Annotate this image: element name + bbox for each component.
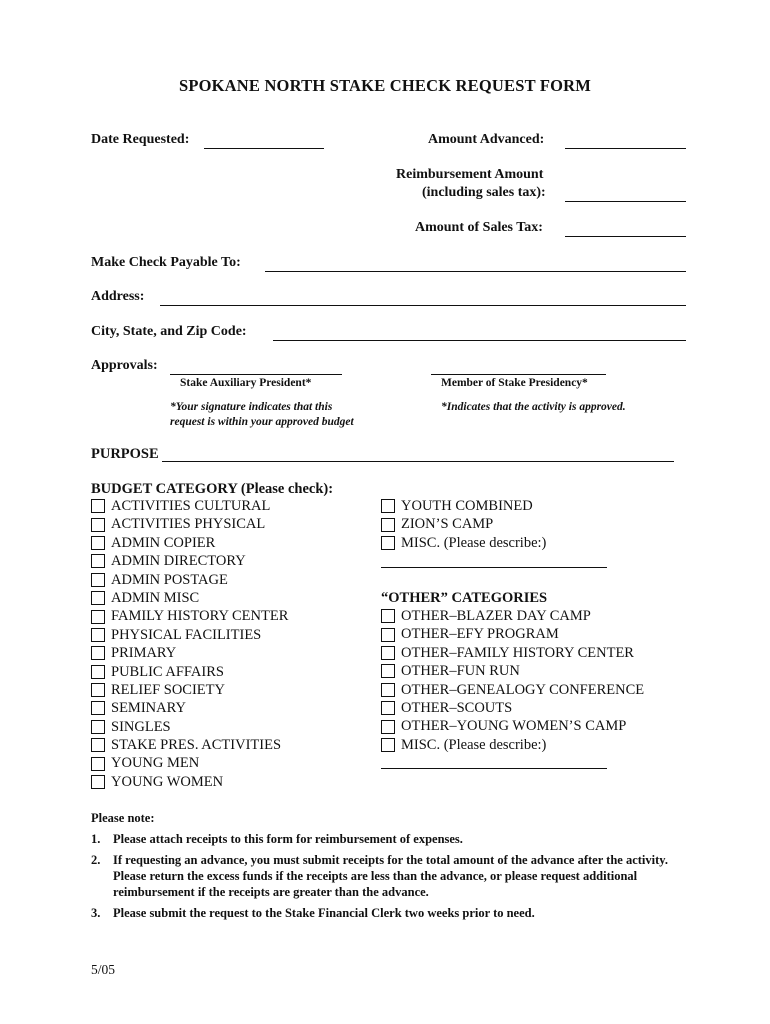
- other-item-label: OTHER–BLAZER DAY CAMP: [401, 608, 591, 624]
- budget-item-admin-copier[interactable]: [91, 534, 288, 552]
- checkbox[interactable]: [381, 664, 395, 678]
- checkbox[interactable]: [381, 609, 395, 623]
- budget-item-primary[interactable]: [91, 644, 288, 662]
- checkbox[interactable]: [91, 554, 105, 568]
- city-state-zip-label: City, State, and Zip Code:: [91, 324, 247, 339]
- budget-item-label: MISC. (Please describe:): [401, 534, 547, 551]
- reimbursement-label-line2: (including sales tax):: [422, 185, 546, 200]
- budget-item-label: ADMIN POSTAGE: [111, 571, 228, 588]
- budget-item-seminary[interactable]: [91, 699, 288, 717]
- budget-item-label: ACTIVITIES PHYSICAL: [111, 516, 266, 533]
- purpose-label: PURPOSE: [91, 446, 159, 462]
- other-item-label: OTHER–FAMILY HISTORY CENTER: [401, 644, 634, 661]
- amount-advanced-label: Amount Advanced:: [428, 132, 545, 147]
- checkbox[interactable]: [91, 573, 105, 587]
- budget-item-young-women[interactable]: [91, 773, 288, 791]
- other-categories-list: [381, 607, 644, 754]
- note-item: [91, 905, 681, 921]
- other-item-label: OTHER–FUN RUN: [401, 663, 520, 680]
- checkbox[interactable]: [91, 665, 105, 679]
- other-item-label: OTHER–YOUNG WOMEN’S CAMP: [401, 718, 627, 735]
- address-field[interactable]: [160, 305, 686, 306]
- form-version: 5/05: [91, 962, 116, 977]
- checkbox[interactable]: [91, 610, 105, 624]
- budget-item-admin-directory[interactable]: [91, 552, 288, 570]
- checkbox[interactable]: [91, 775, 105, 789]
- budget-item-label: YOUNG WOMEN: [111, 773, 224, 790]
- budget-item-misc[interactable]: [381, 534, 546, 552]
- checkbox[interactable]: [381, 720, 395, 734]
- note-number: 1.: [91, 832, 101, 846]
- approver2-signature-field[interactable]: [431, 374, 606, 375]
- budget-item-singles[interactable]: [91, 718, 288, 736]
- budget-item-label: PRIMARY: [111, 645, 177, 662]
- note-number: 3.: [91, 906, 101, 920]
- approver2-caption: Member of Stake Presidency*: [441, 377, 588, 389]
- other-item-blazer-day-camp[interactable]: [381, 607, 644, 625]
- checkbox[interactable]: [381, 628, 395, 642]
- other-item-label: OTHER–SCOUTS: [401, 699, 513, 716]
- other-item-genealogy-conference[interactable]: [381, 681, 644, 699]
- other-item-family-history-center[interactable]: [381, 644, 644, 662]
- approver1-caption: Stake Auxiliary President*: [180, 377, 312, 389]
- checkbox[interactable]: [91, 536, 105, 550]
- budget-right-list: [381, 497, 546, 552]
- note-text: If requesting an advance, you must submit receipts for the total amount of the advance after the activity. Please return the excess funds if the receipts are less than the advance, or please request additional reimbursement if the receipts are greater than the advance.: [113, 853, 668, 899]
- other-categories-heading: “OTHER” CATEGORIES: [381, 590, 548, 606]
- approver1-note-line2: request is within your approved budget: [170, 416, 354, 428]
- budget-item-label: RELIEF SOCIETY: [111, 681, 225, 698]
- budget-item-physical-facilities[interactable]: [91, 626, 288, 644]
- checkbox[interactable]: [91, 499, 105, 513]
- approvals-label: Approvals:: [91, 358, 158, 373]
- checkbox[interactable]: [91, 757, 105, 771]
- misc-describe-field[interactable]: [381, 567, 607, 568]
- checkbox[interactable]: [381, 683, 395, 697]
- budget-item-label: YOUTH COMBINED: [401, 498, 533, 514]
- approver1-signature-field[interactable]: [170, 374, 342, 375]
- budget-item-label: PUBLIC AFFAIRS: [111, 663, 224, 680]
- sales-tax-field[interactable]: [565, 236, 686, 237]
- other-item-young-womens-camp[interactable]: [381, 717, 644, 735]
- budget-item-label: ZION’S CAMP: [401, 516, 494, 533]
- budget-item-label: ADMIN COPIER: [111, 534, 216, 551]
- address-label: Address:: [91, 289, 145, 304]
- checkbox[interactable]: [91, 738, 105, 752]
- approver1-note-line1: *Your signature indicates that this: [170, 401, 333, 413]
- note-item: [91, 852, 681, 900]
- budget-item-label: SEMINARY: [111, 700, 186, 717]
- budget-item-label: ADMIN DIRECTORY: [111, 553, 246, 570]
- other-item-misc[interactable]: [381, 736, 644, 754]
- budget-item-public-affairs[interactable]: [91, 663, 288, 681]
- reimbursement-label-line1: Reimbursement Amount: [396, 167, 544, 182]
- budget-item-activities-cultural[interactable]: [91, 497, 288, 515]
- checkbox[interactable]: [91, 683, 105, 697]
- amount-advanced-field[interactable]: [565, 148, 686, 149]
- payable-to-label: Make Check Payable To:: [91, 255, 241, 270]
- date-requested-field[interactable]: [204, 148, 324, 149]
- note-text: Please attach receipts to this form for reimbursement of expenses.: [113, 832, 463, 846]
- payable-to-field[interactable]: [265, 271, 686, 272]
- approver1-note: [170, 400, 410, 430]
- budget-item-label: SINGLES: [111, 718, 171, 735]
- other-item-label: MISC. (Please describe:): [401, 736, 547, 753]
- checkbox[interactable]: [381, 646, 395, 660]
- budget-item-relief-society[interactable]: [91, 681, 288, 699]
- checkbox[interactable]: [91, 591, 105, 605]
- budget-item-label: FAMILY HISTORY CENTER: [111, 608, 289, 625]
- checkbox[interactable]: [91, 646, 105, 660]
- budget-item-family-history-center[interactable]: [91, 607, 288, 625]
- purpose-field[interactable]: [162, 461, 674, 462]
- budget-item-label: YOUNG MEN: [111, 755, 200, 772]
- checkbox[interactable]: [91, 518, 105, 532]
- budget-left-list: [91, 497, 288, 791]
- budget-category-heading: BUDGET CATEGORY (Please check):: [91, 481, 334, 497]
- budget-item-youth-combined[interactable]: [381, 497, 546, 515]
- budget-item-young-men[interactable]: [91, 754, 288, 772]
- checkbox[interactable]: [381, 499, 395, 513]
- checkbox[interactable]: [381, 536, 395, 550]
- notes-section: [91, 810, 681, 926]
- budget-item-label: STAKE PRES. ACTIVITIES: [111, 737, 282, 754]
- approver2-note: *Indicates that the activity is approved.: [441, 401, 626, 413]
- other-item-label: OTHER–EFY PROGRAM: [401, 626, 559, 643]
- reimbursement-amount-field[interactable]: [565, 201, 686, 202]
- budget-item-label: PHYSICAL FACILITIES: [111, 626, 262, 643]
- checkbox[interactable]: [91, 701, 105, 715]
- city-state-zip-field[interactable]: [273, 340, 686, 341]
- budget-item-activities-physical[interactable]: [91, 515, 288, 533]
- form-title: SPOKANE NORTH STAKE CHECK REQUEST FORM: [178, 76, 592, 95]
- note-text: Please submit the request to the Stake Financial Clerk two weeks prior to need.: [113, 906, 535, 920]
- checkbox[interactable]: [91, 720, 105, 734]
- checkbox[interactable]: [91, 628, 105, 642]
- budget-item-zions-camp[interactable]: [381, 515, 546, 533]
- budget-item-label: ADMIN MISC: [111, 589, 200, 606]
- checkbox[interactable]: [381, 701, 395, 715]
- sales-tax-label: Amount of Sales Tax:: [415, 220, 543, 235]
- other-item-efy-program[interactable]: [381, 625, 644, 643]
- note-number: 2.: [91, 853, 101, 867]
- budget-item-admin-postage[interactable]: [91, 571, 288, 589]
- other-item-label: OTHER–GENEALOGY CONFERENCE: [401, 681, 645, 698]
- date-requested-label: Date Requested:: [91, 132, 190, 147]
- checkbox[interactable]: [381, 738, 395, 752]
- budget-item-stake-pres-activities[interactable]: [91, 736, 288, 754]
- checkbox[interactable]: [381, 518, 395, 532]
- other-misc-describe-field[interactable]: [381, 768, 607, 769]
- other-item-fun-run[interactable]: [381, 662, 644, 680]
- budget-item-label: ACTIVITIES CULTURAL: [111, 498, 271, 514]
- other-item-scouts[interactable]: [381, 699, 644, 717]
- budget-item-admin-misc[interactable]: [91, 589, 288, 607]
- notes-heading: Please note:: [91, 811, 155, 825]
- note-item: [91, 831, 681, 847]
